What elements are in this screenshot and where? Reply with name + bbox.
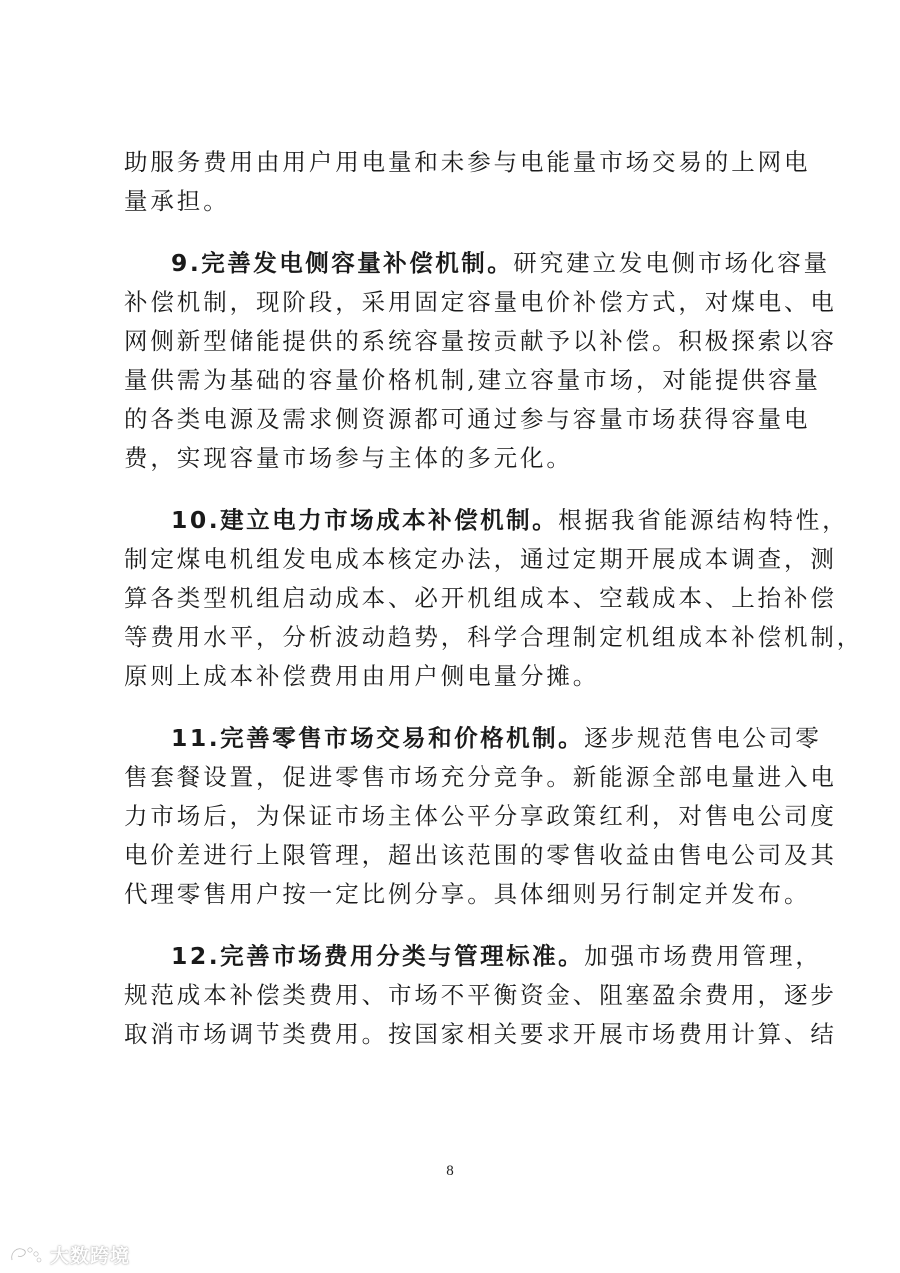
- text-line: 力市场后，为保证市场主体公平分享政策红利，对售电公司度: [124, 802, 837, 830]
- watermark: [8, 1241, 130, 1267]
- text-line: 等费用水平，分析波动趋势，科学合理制定机组成本补偿机制，: [124, 623, 864, 651]
- paragraph-first-line: [124, 719, 822, 758]
- item-text: 研究建立发电侧市场化容量: [513, 249, 831, 277]
- paragraph-first-line: [124, 244, 831, 283]
- text-line: 补偿机制，现阶段，采用固定容量电价补偿方式，对煤电、电: [124, 288, 837, 316]
- text-line: 取消市场调节类费用。按国家相关要求开展市场费用计算、结: [124, 1020, 837, 1048]
- paragraph-item-11: [124, 719, 837, 914]
- item-text: 逐步规范售电公司零: [584, 724, 822, 752]
- text-line: 费，实现容量市场参与主体的多元化。: [124, 444, 573, 472]
- text-line: 算各类型机组启动成本、必开机组成本、空载成本、上抬补偿: [124, 584, 837, 612]
- text-line: 量承担。: [124, 187, 230, 215]
- text-line: 售套餐设置，促进零售市场充分竞争。新能源全部电量进入电: [124, 763, 837, 791]
- watermark-logo-icon: [8, 1242, 44, 1266]
- item-heading: 10.建立电力市场成本补偿机制。: [171, 506, 559, 534]
- item-text: 根据我省能源结构特性，: [558, 506, 849, 534]
- item-text: 加强市场费用管理，: [584, 942, 822, 970]
- paragraph-item-12: [124, 937, 837, 1054]
- paragraph-first-line: [124, 501, 849, 540]
- text-line: 原则上成本补偿费用由用户侧电量分摊。: [124, 662, 600, 690]
- item-heading: 11.完善零售市场交易和价格机制。: [171, 724, 585, 752]
- text-line: 量供需为基础的容量价格机制,建立容量市场，对能提供容量: [124, 366, 821, 394]
- paragraph-intro: [124, 143, 811, 221]
- page-number: 8: [446, 1163, 454, 1179]
- text-line: 代理零售用户按一定比例分享。具体细则另行制定并发布。: [124, 880, 811, 908]
- text-line: 网侧新型储能提供的系统容量按贡献予以补偿。积极探索以容: [124, 327, 837, 355]
- text-line: 电价差进行上限管理，超出该范围的零售收益由售电公司及其: [124, 841, 837, 869]
- watermark-text: 大数跨境: [50, 1244, 131, 1267]
- item-heading: 9.完善发电侧容量补偿机制。: [171, 249, 514, 277]
- item-heading: 12.完善市场费用分类与管理标准。: [171, 942, 585, 970]
- text-line: 规范成本补偿类费用、市场不平衡资金、阻塞盈余费用，逐步: [124, 981, 837, 1009]
- paragraph-first-line: [124, 937, 822, 976]
- text-line: 的各类电源及需求侧资源都可通过参与容量市场获得容量电: [124, 405, 811, 433]
- document-body: [124, 143, 864, 1054]
- paragraph-item-10: [124, 501, 864, 696]
- text-line: 助服务费用由用户用电量和未参与电能量市场交易的上网电: [124, 148, 811, 176]
- text-line: 制定煤电机组发电成本核定办法，通过定期开展成本调查，测: [124, 545, 837, 573]
- paragraph-item-9: [124, 244, 837, 478]
